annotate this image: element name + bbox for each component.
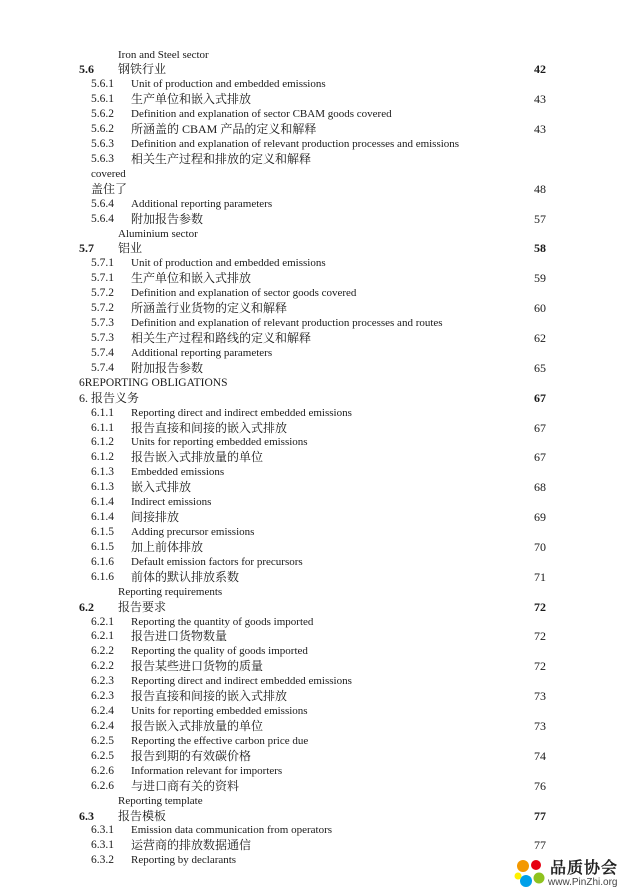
watermark-logo [510, 853, 632, 893]
toc-entry[interactable] [0, 346, 635, 361]
toc-entry-number: 6.2 [79, 599, 94, 614]
toc-entry-page: 67 [534, 420, 546, 435]
toc-entry-title: Reporting direct and indirect embedded emissions [131, 675, 352, 688]
toc-entry-number: 5.7.4 [91, 346, 114, 359]
toc-entry-number: 5.7.1 [91, 257, 114, 270]
toc-entry-title: Definition and explanation of relevant production processes and emissions [131, 138, 460, 151]
toc-entry-number: 5.6.4 [91, 212, 114, 225]
toc-entry[interactable] [0, 421, 635, 436]
toc-entry-number: 5.6.3 [91, 152, 114, 165]
toc-entry[interactable] [0, 301, 635, 316]
toc-entry[interactable] [0, 629, 635, 644]
toc-entry-number: 5.7.2 [91, 302, 114, 315]
watermark-url: www.PinZhi.org [548, 877, 618, 888]
toc-entry-title: 生产单位和嵌入式排放 [131, 271, 252, 286]
toc-entry[interactable] [0, 689, 635, 704]
toc-entry-title: Information relevant for importers [131, 764, 283, 777]
toc-entry-page: 62 [534, 331, 546, 346]
toc-entry-number: 6.2.5 [91, 749, 114, 762]
toc-entry-number: 6.2.6 [91, 779, 114, 792]
toc-entry-number: 5.7.4 [91, 361, 114, 374]
toc-entry-number: 6.3 [79, 808, 94, 823]
toc-entry-number: 6.2.3 [91, 690, 114, 703]
toc-entry-number: 6.1.2 [91, 451, 114, 464]
toc-entry-number: 6.2.4 [91, 705, 114, 718]
toc-entry[interactable] [0, 227, 635, 242]
toc-entry-number: 6.1.4 [91, 496, 114, 509]
toc-entry-page: 69 [534, 510, 546, 525]
toc-entry-page: 42 [534, 62, 546, 77]
toc-entry-page: 68 [534, 480, 546, 495]
toc-entry[interactable] [0, 719, 635, 734]
toc-entry[interactable] [0, 809, 635, 824]
table-of-contents [0, 48, 635, 869]
toc-entry-number: 5.6.4 [91, 197, 114, 210]
toc-entry[interactable] [0, 122, 635, 137]
toc-entry[interactable] [0, 137, 635, 152]
toc-entry-title: 报告嵌入式排放量的单位 [131, 718, 264, 733]
toc-entry[interactable] [0, 376, 635, 391]
toc-entry-page: 67 [534, 390, 546, 405]
toc-entry-number: 6.3.1 [91, 824, 114, 837]
toc-entry-page: 73 [534, 718, 546, 733]
toc-entry-title: Unit of production and embedded emissions [131, 78, 326, 91]
toc-entry-page: 43 [534, 92, 546, 107]
toc-entry-title: Additional reporting parameters [131, 197, 273, 210]
toc-entry-number: 6.1.6 [91, 555, 114, 568]
toc-entry[interactable] [0, 510, 635, 525]
toc-entry-title: 报告进口货物数量 [131, 629, 228, 644]
toc-entry-page: 57 [534, 211, 546, 226]
toc-entry-number: 6.1.4 [91, 511, 114, 524]
toc-entry-title: Adding precursor emissions [131, 526, 255, 538]
toc-entry-number: 5.7.3 [91, 317, 114, 330]
toc-entry-number: 6.2.3 [91, 675, 114, 688]
toc-entry-title: 运营商的排放数据通信 [131, 838, 252, 853]
toc-entry[interactable] [0, 361, 635, 376]
toc-entry[interactable] [0, 241, 635, 256]
toc-entry-page: 72 [534, 659, 546, 674]
toc-entry-title: 附加报告参数 [131, 211, 204, 226]
toc-entry-title: 钢铁行业 [118, 62, 167, 77]
toc-entry-title: Default emission factors for precursors [131, 555, 303, 568]
toc-entry[interactable] [0, 316, 635, 331]
toc-entry[interactable] [0, 391, 635, 406]
toc-entry-title: 报告要求 [118, 599, 167, 614]
toc-entry[interactable] [0, 823, 635, 838]
toc-entry-page: 71 [534, 569, 546, 584]
toc-entry-title: Reporting requirements [118, 585, 223, 598]
toc-entry-title: Units for reporting embedded emissions [131, 705, 308, 718]
toc-entry-title: 间接排放 [131, 510, 180, 525]
toc-entry-number: 5.6.2 [91, 108, 114, 121]
toc-entry[interactable] [0, 779, 635, 794]
toc-entry-page: 72 [534, 629, 546, 644]
toc-entry-title: Units for reporting embedded emissions [131, 436, 308, 449]
toc-entry-title: 报告某些进口货物的质量 [131, 659, 264, 674]
toc-entry-number: 6.1.1 [91, 421, 114, 434]
toc-entry[interactable] [0, 182, 635, 197]
toc-entry-title: Definition and explanation of relevant production processes and routes [131, 317, 443, 330]
toc-entry-title: 报告模板 [118, 808, 167, 823]
toc-entry-number: 6.2.1 [91, 630, 114, 643]
toc-entry[interactable] [0, 212, 635, 227]
toc-entry[interactable] [0, 152, 635, 167]
toc-entry-number: 5.7.3 [91, 332, 114, 345]
toc-entry-title: Reporting the effective carbon price due [131, 734, 309, 747]
toc-entry[interactable] [0, 450, 635, 465]
toc-entry-title: Aluminium sector [118, 227, 198, 240]
toc-entry-page: 60 [534, 301, 546, 316]
toc-entry-title: 铝业 [118, 241, 143, 256]
toc-entry-number: 6.1.6 [91, 570, 114, 583]
toc-entry-number: 6.1.3 [91, 466, 114, 479]
toc-entry[interactable] [0, 435, 635, 450]
toc-entry[interactable] [0, 600, 635, 615]
toc-entry-page: 58 [534, 241, 546, 256]
toc-entry[interactable] [0, 406, 635, 421]
toc-entry[interactable] [0, 644, 635, 659]
toc-entry-title: 嵌入式排放 [131, 480, 192, 495]
watermark-name: 品质协会 [550, 858, 619, 877]
toc-entry[interactable] [0, 555, 635, 570]
toc-entry-number: 6.2.5 [91, 734, 114, 747]
toc-entry-title: Reporting the quantity of goods imported [131, 615, 314, 628]
toc-entry[interactable] [0, 92, 635, 107]
toc-entry-title: 附加报告参数 [131, 360, 204, 375]
toc-entry-number: 5.6 [79, 62, 94, 77]
toc-entry-title: 加上前体排放 [131, 539, 204, 554]
toc-entry[interactable] [0, 465, 635, 480]
toc-entry-page: 74 [534, 748, 546, 763]
toc-entry-title: covered [91, 167, 126, 180]
toc-entry-title: Unit of production and embedded emissions [131, 257, 326, 270]
toc-entry[interactable] [0, 286, 635, 301]
toc-entry-title: 与进口商有关的资料 [131, 778, 240, 793]
toc-entry-page: 48 [534, 181, 546, 196]
toc-entry-page: 67 [534, 450, 546, 465]
toc-entry-number: 5.6.1 [91, 93, 114, 106]
pinzhi-logo-icon [512, 856, 546, 890]
toc-entry-page: 43 [534, 122, 546, 137]
toc-entry-title: 6REPORTING OBLIGATIONS [79, 376, 228, 389]
toc-entry[interactable] [0, 764, 635, 779]
toc-entry-title: Definition and explanation of sector goods covered [131, 287, 357, 300]
toc-entry-title: 报告到期的有效碳价格 [131, 748, 252, 763]
toc-entry-title: 相关生产过程和排放的定义和解释 [131, 151, 312, 166]
toc-entry-number: 6.2.1 [91, 615, 114, 628]
toc-entry[interactable] [0, 540, 635, 555]
toc-entry-page: 59 [534, 271, 546, 286]
toc-entry-number: 5.6.2 [91, 123, 114, 136]
toc-entry-title: 报告直接和间接的嵌入式排放 [131, 689, 288, 704]
toc-entry-page: 73 [534, 689, 546, 704]
toc-entry-title: Additional reporting parameters [131, 346, 273, 359]
toc-entry-title: Reporting direct and indirect embedded emissions [131, 406, 352, 419]
toc-entry-page: 72 [534, 599, 546, 614]
toc-entry[interactable] [0, 62, 635, 77]
toc-entry-title: 前体的默认排放系数 [131, 569, 240, 584]
toc-entry-number: 6.1.5 [91, 526, 114, 538]
toc-entry-title: Emission data communication from operators [131, 824, 333, 837]
toc-entry-number: 6.1.2 [91, 436, 114, 449]
toc-entry-title: Reporting the quality of goods imported [131, 645, 308, 658]
toc-entry[interactable] [0, 659, 635, 674]
toc-entry[interactable] [0, 107, 635, 122]
toc-entry-number: 5.7.1 [91, 272, 114, 285]
toc-entry-title: 生产单位和嵌入式排放 [131, 92, 252, 107]
toc-entry-number: 6.2.6 [91, 764, 114, 777]
toc-entry[interactable] [0, 271, 635, 286]
toc-entry-number: 5.7.2 [91, 287, 114, 300]
toc-entry-number: 6.1.1 [91, 406, 114, 419]
toc-entry[interactable] [0, 749, 635, 764]
toc-entry-title: 所涵盖行业货物的定义和解释 [131, 301, 288, 316]
toc-entry-number: 5.7 [79, 241, 94, 256]
toc-entry-title: Iron and Steel sector [118, 48, 209, 61]
toc-entry-number: 6.1.3 [91, 481, 114, 494]
toc-entry[interactable] [0, 585, 635, 600]
toc-entry[interactable] [0, 704, 635, 719]
toc-entry[interactable] [0, 331, 635, 346]
toc-entry-title: Embedded emissions [131, 466, 225, 479]
toc-entry-number: 6.3.2 [91, 854, 114, 867]
toc-entry[interactable] [0, 734, 635, 749]
toc-entry-title: Reporting by declarants [131, 854, 237, 867]
toc-entry[interactable] [0, 838, 635, 853]
toc-entry-number: 5.6.3 [91, 138, 114, 151]
toc-entry-page: 65 [534, 360, 546, 375]
toc-entry-number: 6.2.2 [91, 645, 114, 658]
toc-entry-number: 6.3.1 [91, 839, 114, 852]
toc-entry[interactable] [0, 48, 635, 63]
toc-entry-title: 6. 报告义务 [79, 390, 140, 405]
toc-entry-title: 相关生产过程和路线的定义和解释 [131, 331, 312, 346]
toc-entry[interactable] [0, 495, 635, 510]
toc-entry-number: 6.2.2 [91, 660, 114, 673]
toc-entry[interactable] [0, 480, 635, 495]
toc-entry[interactable] [0, 256, 635, 271]
toc-entry-title: Indirect emissions [131, 496, 212, 509]
toc-entry-title: 报告直接和间接的嵌入式排放 [131, 420, 288, 435]
toc-entry-number: 6.1.5 [91, 540, 114, 553]
toc-entry-title: Reporting template [118, 794, 203, 807]
toc-entry-number: 5.6.1 [91, 78, 114, 91]
toc-entry[interactable] [0, 197, 635, 212]
toc-entry[interactable] [0, 570, 635, 585]
toc-entry[interactable] [0, 77, 635, 92]
toc-entry[interactable] [0, 615, 635, 630]
toc-entry-page: 70 [534, 539, 546, 554]
toc-entry-page: 77 [534, 838, 546, 853]
toc-entry-title: Definition and explanation of sector CBAM goods covered [131, 108, 392, 121]
toc-entry-page: 77 [534, 808, 546, 823]
toc-entry[interactable] [0, 794, 635, 809]
toc-entry[interactable] [0, 525, 635, 540]
toc-entry-number: 6.2.4 [91, 719, 114, 732]
toc-entry[interactable] [0, 167, 635, 182]
toc-entry-page: 76 [534, 778, 546, 793]
toc-entry-title: 报告嵌入式排放量的单位 [131, 450, 264, 465]
toc-entry[interactable] [0, 674, 635, 689]
toc-entry-title: 盖住了 [91, 181, 128, 196]
toc-entry-title: 所涵盖的 CBAM 产品的定义和解释 [131, 122, 317, 137]
